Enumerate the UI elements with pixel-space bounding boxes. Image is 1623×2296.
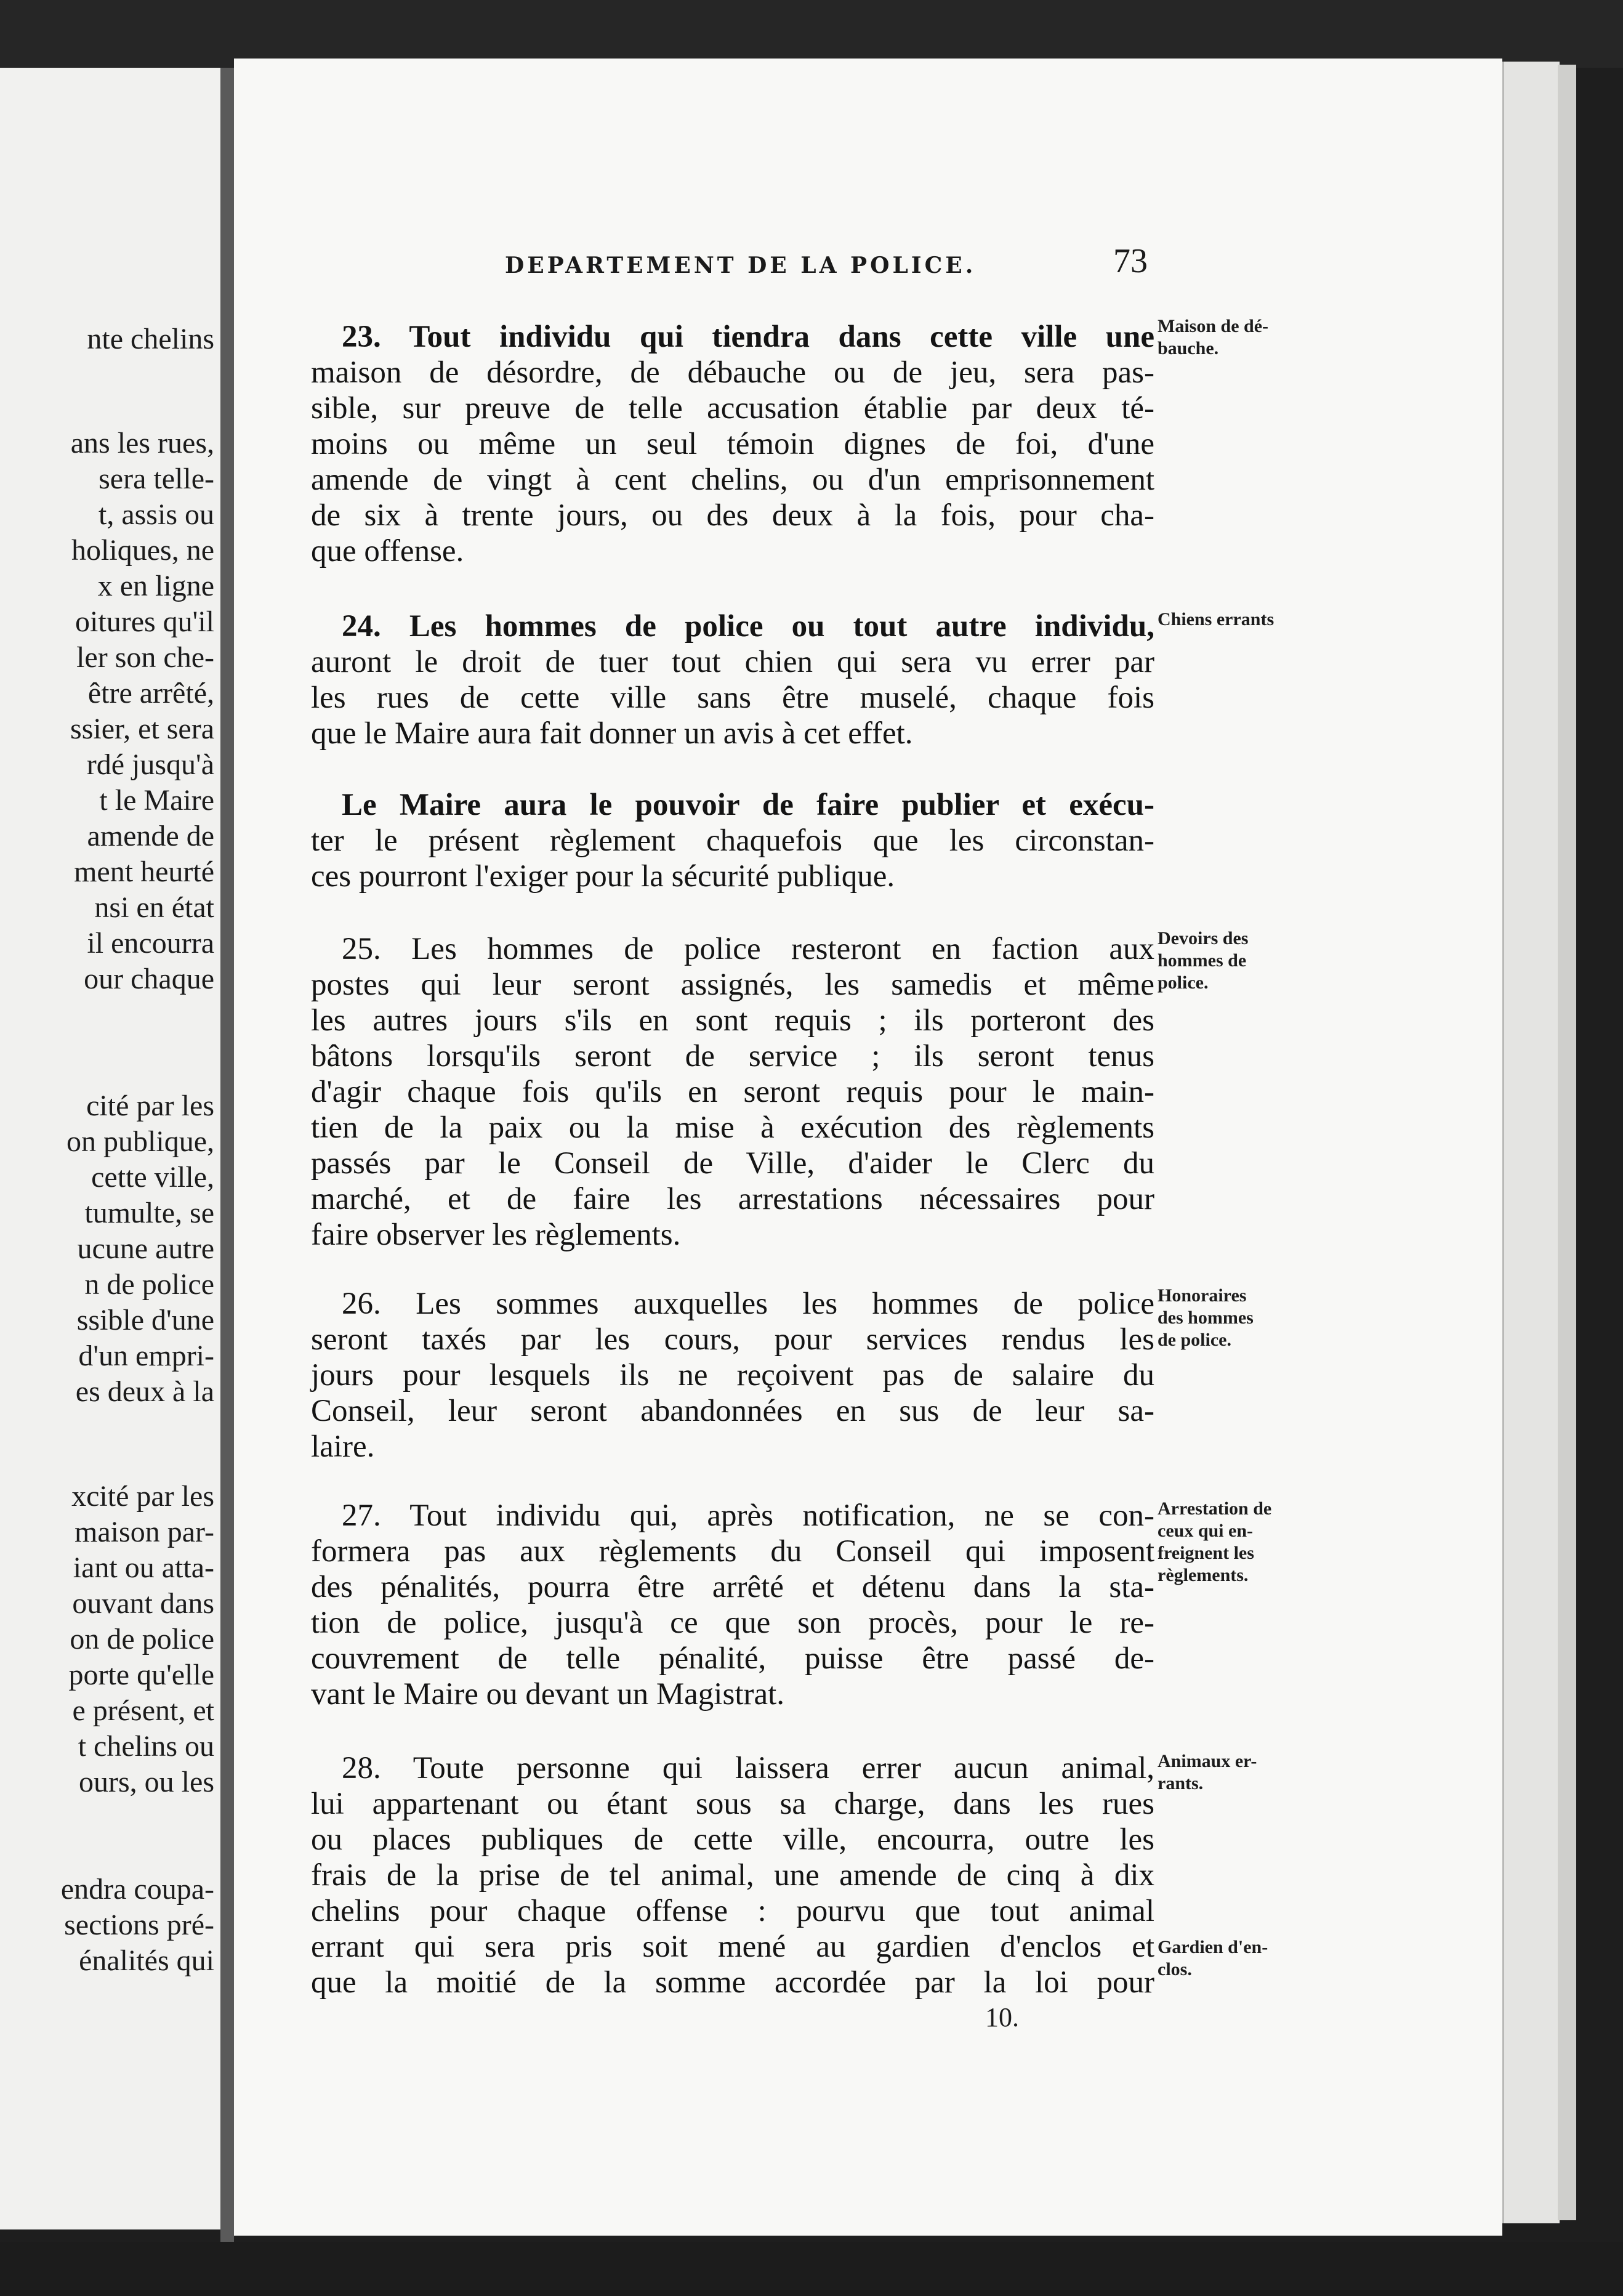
margin-note-line: Animaux er- [1158, 1751, 1257, 1771]
margin-note-line: Devoirs des [1158, 928, 1249, 948]
margin-note-line: Arrestation de [1158, 1498, 1272, 1519]
article-23-line: moins ou même un seul témoin dignes de foi, d'une [311, 427, 1154, 461]
running-head: DEPARTEMENT DE LA POLICE. [505, 253, 977, 278]
left-page-line: ssible d'une [76, 1304, 214, 1336]
left-page-line: es deux à la [75, 1375, 214, 1408]
article-26-line: seront taxés par les cours, pour services rendus les [311, 1322, 1154, 1357]
margin-note-animaux [1158, 1750, 1336, 1795]
article-23-line: que offense. [311, 534, 464, 568]
margin-note-chiens [1158, 608, 1336, 631]
left-page-line: amende de [87, 820, 214, 852]
margin-note-arrestation [1158, 1498, 1336, 1587]
left-page-line: sections pré- [64, 1909, 214, 1941]
left-page-line: n de police [84, 1268, 214, 1301]
left-page-line: our chaque [84, 963, 214, 995]
article-27-line: couvrement de telle pénalité, puisse être passé de- [311, 1641, 1154, 1676]
article-26-line: 26. Les sommes auxquelles les hommes de police [342, 1287, 1154, 1321]
article-23-line: de six à trente jours, ou des deux à la fois, pour cha- [311, 498, 1154, 533]
article-28-line: lui appartenant ou étant sous sa charge, dans les rues [311, 1787, 1154, 1821]
margin-note-line: ceux qui en- [1158, 1521, 1254, 1541]
left-page-line: tumulte, se [84, 1197, 214, 1229]
left-page-line: ouvant dans [72, 1587, 214, 1620]
left-page-line: cité par les [86, 1089, 214, 1122]
article-24-line: auront le droit de tuer tout chien qui sera vu errer par [311, 645, 1154, 679]
left-page-line: ans les rues, [70, 427, 214, 459]
article-27-line: vant le Maire ou devant un Magistrat. [311, 1677, 785, 1712]
left-page-line: t le Maire [99, 784, 214, 817]
mayor-paragraph-line: ces pourront l'exiger pour la sécurité publique. [311, 859, 895, 894]
left-page-line: ler son che- [76, 641, 214, 674]
margin-note-line: de police. [1158, 1330, 1231, 1350]
article-27-line: formera pas aux règlements du Conseil qui imposent [311, 1534, 1154, 1569]
page-edge-outer [1558, 65, 1576, 2220]
article-23-line: amende de vingt à cent chelins, ou d'un emprisonnement [311, 463, 1154, 497]
left-page-line: maison par- [75, 1516, 214, 1548]
article-23-line: 23. Tout individu qui tiendra dans cette ville une [342, 320, 1154, 354]
left-page-line: holiques, ne [71, 534, 214, 567]
margin-note-line: des hommes [1158, 1308, 1254, 1328]
left-page-line: e présent, et [72, 1694, 214, 1727]
margin-note-line: Chiens errants [1158, 609, 1275, 629]
margin-note-line: freignent les [1158, 1543, 1254, 1563]
article-23-line: maison de désordre, de débauche ou de jeu, sera pas- [311, 355, 1154, 390]
scan-border-top [0, 0, 1623, 68]
margin-note-gardien [1158, 1936, 1336, 1981]
article-25-line: tien de la paix ou la mise à exécution des règlements [311, 1110, 1154, 1145]
article-25-line: faire observer les règlements. [311, 1218, 681, 1252]
article-25-line: 25. Les hommes de police resteront en faction aux [342, 932, 1154, 966]
margin-note-line: Gardien d'en- [1158, 1937, 1268, 1957]
left-page-line: porte qu'elle [68, 1659, 214, 1691]
left-page-line: sera telle- [99, 463, 214, 495]
article-28-line: 28. Toute personne qui laissera errer aucun animal, [342, 1751, 1154, 1785]
article-23-line: sible, sur preuve de telle accusation établie par deux té- [311, 391, 1154, 426]
article-25-line: postes qui leur seront assignés, les samedis et même [311, 968, 1154, 1002]
margin-note-maison [1158, 315, 1336, 360]
left-page-line: être arrêté, [87, 677, 214, 709]
margin-note-line: règlements. [1158, 1565, 1249, 1585]
left-page-line: ours, ou les [79, 1766, 214, 1798]
margin-note-devoirs [1158, 928, 1336, 994]
left-page-line: t, assis ou [98, 498, 214, 531]
margin-note-honoraires [1158, 1285, 1336, 1351]
left-page-line: énalités qui [79, 1944, 214, 1977]
page-edge [1502, 62, 1560, 2223]
margin-note-line: clos. [1158, 1959, 1192, 1979]
article-25-line: d'agir chaque fois qu'ils en seront requis pour le main- [311, 1075, 1154, 1109]
left-page-line: nte chelins [87, 323, 214, 355]
margin-note-line: hommes de [1158, 950, 1247, 971]
article-25-line: marché, et de faire les arrestations nécessaires pour [311, 1182, 1154, 1216]
article-28-line: errant qui sera pris soit mené au gardien d'enclos et [311, 1930, 1154, 1964]
left-page-line: cette ville, [91, 1161, 214, 1194]
left-page-line: endra coupa- [60, 1873, 214, 1906]
article-24-line: 24. Les hommes de police ou tout autre individu, [342, 609, 1154, 644]
article-27-line: des pénalités, pourra être arrêté et détenu dans la sta- [311, 1570, 1154, 1604]
article-28-line: chelins pour chaque offense : pourvu que tout animal [311, 1894, 1154, 1928]
left-page-line: nsi en état [94, 891, 214, 924]
article-26-line: Conseil, leur seront abandonnées en sus de leur sa- [311, 1394, 1154, 1428]
article-26-line: laire. [311, 1429, 375, 1464]
article-27-line: tion de police, jusqu'à ce que son procès, pour le re- [311, 1606, 1154, 1640]
article-28-line: ou places publiques de cette ville, encourra, outre les [311, 1822, 1154, 1857]
left-page-line: rdé jusqu'à [86, 748, 214, 781]
left-page-line: oitures qu'il [75, 605, 214, 638]
left-page-line: d'un empri- [78, 1340, 214, 1372]
left-page-line: t chelins ou [78, 1730, 214, 1763]
article-25-line: les autres jours s'ils en sont requis ; ils porteront des [311, 1003, 1154, 1038]
left-page-line: ment heurté [74, 855, 214, 888]
mayor-paragraph-line: Le Maire aura le pouvoir de faire publier et exécu- [342, 788, 1154, 822]
mayor-paragraph-line: ter le présent règlement chaquefois que les circonstan- [311, 823, 1154, 858]
margin-note-line: rants. [1158, 1773, 1204, 1793]
margin-note-line: Maison de dé- [1158, 316, 1268, 336]
left-page-line: il encourra [87, 927, 214, 960]
left-page-line: ucune autre [77, 1232, 214, 1265]
book-gutter [220, 68, 234, 2242]
margin-note-line: Honoraires [1158, 1285, 1247, 1306]
left-page-line: ssier, et sera [70, 713, 214, 745]
left-page-line: on de police [70, 1623, 214, 1655]
left-page-line: x en ligne [97, 570, 214, 602]
left-page-fragment [0, 68, 222, 2229]
article-24-line: les rues de cette ville sans être muselé, chaque fois [311, 681, 1154, 715]
article-25-line: passés par le Conseil de Ville, d'aider le Clerc du [311, 1146, 1154, 1181]
article-28-line: frais de la prise de tel animal, une amende de cinq à dix [311, 1858, 1154, 1893]
margin-note-line: police. [1158, 972, 1209, 993]
left-page-line: xcité par les [71, 1480, 214, 1513]
article-28-line: que la moitié de la somme accordée par la loi pour [311, 1965, 1154, 2000]
left-page-line: on publique, [66, 1125, 214, 1158]
article-24-line: que le Maire aura fait donner un avis à cet effet. [311, 716, 913, 751]
article-27-line: 27. Tout individu qui, après notification, ne se con- [342, 1498, 1154, 1533]
page-number: 73 [1113, 242, 1148, 280]
left-page-line: iant ou atta- [73, 1551, 214, 1584]
signature-mark: 10. [985, 2002, 1019, 2032]
margin-note-line: bauche. [1158, 338, 1219, 358]
article-26-line: jours pour lesquels ils ne reçoivent pas de salaire du [311, 1358, 1154, 1393]
article-25-line: bâtons lorsqu'ils seront de service ; ils seront tenus [311, 1039, 1154, 1073]
scan-border-bottom [0, 2242, 1623, 2296]
